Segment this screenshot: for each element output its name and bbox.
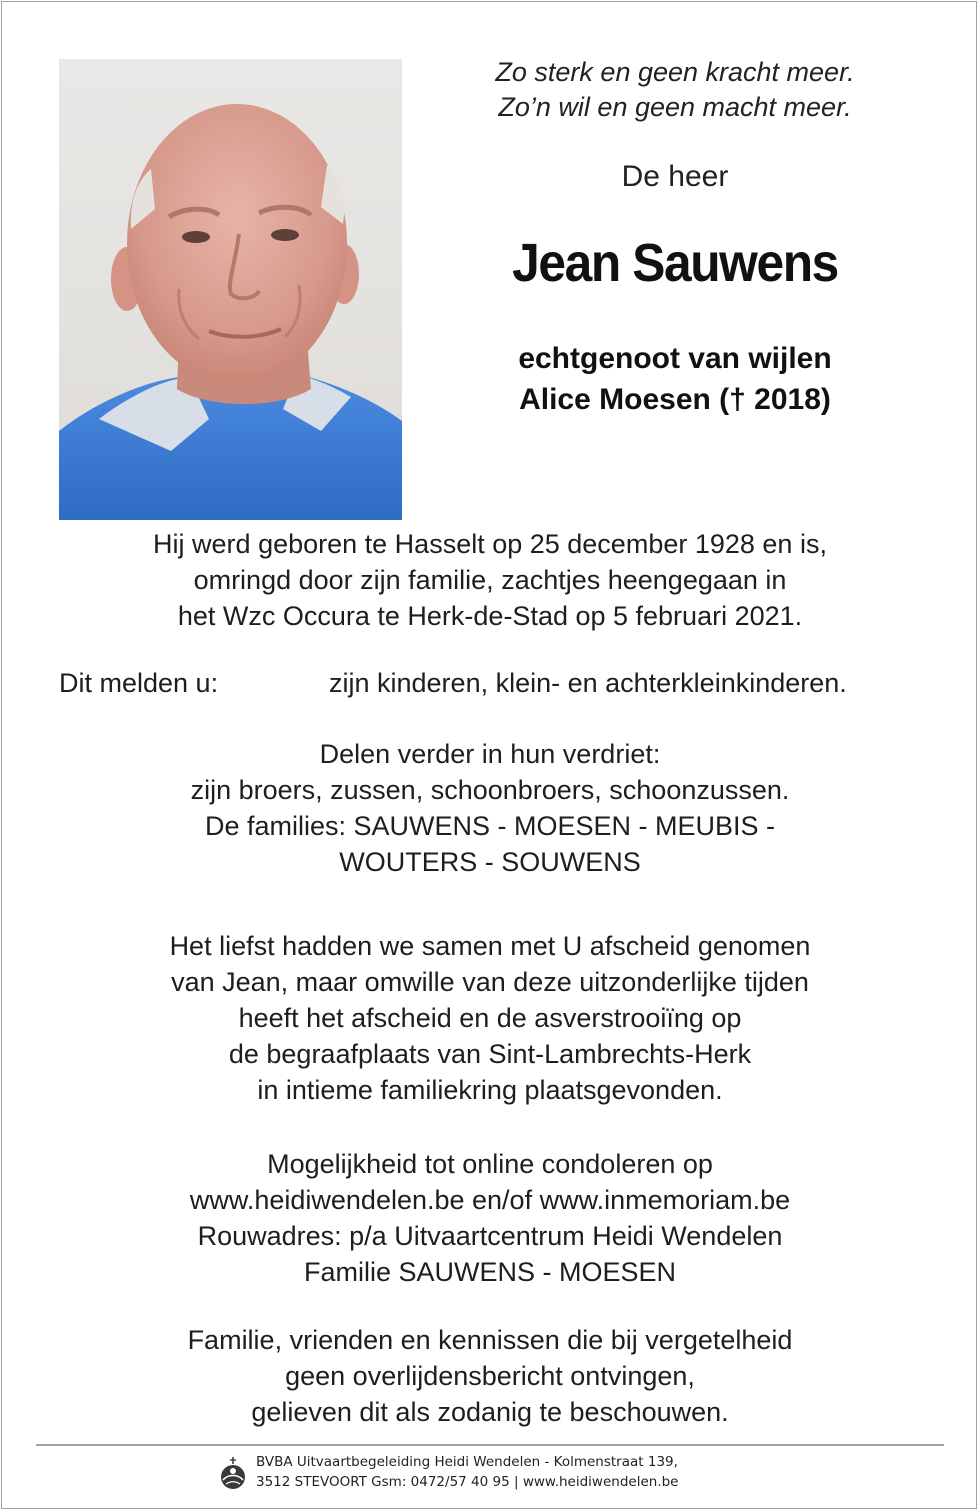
announcement-value: zijn kinderen, klein- en achterkleinkinderen. bbox=[329, 668, 847, 698]
text-line: Het liefst hadden we samen met U afscheid genomen bbox=[169, 931, 811, 961]
spouse-info bbox=[440, 338, 910, 420]
footer-text bbox=[256, 1452, 678, 1492]
text-line: WOUTERS - SOUWENS bbox=[339, 847, 641, 877]
title-prefix: De heer bbox=[621, 160, 729, 193]
portrait-illustration bbox=[59, 59, 402, 520]
text-line: het Wzc Occura te Herk-de-Stad op 5 februari 2021. bbox=[177, 601, 803, 631]
memorial-quote bbox=[440, 55, 910, 125]
text-line: Familie, vrienden en kennissen die bij vergetelheid bbox=[187, 1325, 793, 1355]
footer-divider bbox=[36, 1444, 944, 1446]
text-line: omringd door zijn familie, zachtjes heengegaan in bbox=[193, 565, 787, 595]
text-line: van Jean, maar omwille van deze uitzonderlijke tijden bbox=[171, 967, 809, 997]
text-line: de begraafplaats van Sint-Lambrechts-Herk bbox=[228, 1039, 752, 1069]
footer-line: BVBA Uitvaartbegeleiding Heidi Wendelen - Kolmenstraat 139, bbox=[256, 1454, 678, 1470]
notice-paragraph bbox=[0, 1322, 980, 1430]
spouse-line: Alice Moesen († 2018) bbox=[519, 383, 831, 416]
quote-line: Zo sterk en geen kracht meer. bbox=[495, 57, 855, 87]
text-line: Mogelijkheid tot online condoleren op bbox=[267, 1149, 713, 1179]
deceased-name: Jean Sauwens bbox=[512, 233, 838, 293]
birth-death-paragraph bbox=[0, 526, 980, 634]
text-line: zijn broers, zussen, schoonbroers, schoonzussen. bbox=[190, 775, 790, 805]
text-line: in intieme familiekring plaatsgevonden. bbox=[257, 1075, 723, 1105]
funeral-home-logo-icon bbox=[218, 1456, 248, 1490]
mourners-paragraph bbox=[0, 736, 980, 880]
text-line: Familie SAUWENS - MOESEN bbox=[303, 1257, 677, 1287]
text-line: Delen verder in hun verdriet: bbox=[319, 739, 661, 769]
portrait-photo bbox=[59, 59, 402, 520]
text-line: gelieven dit als zodanig te beschouwen. bbox=[251, 1397, 729, 1427]
funeral-home-footer bbox=[218, 1452, 778, 1496]
spouse-line: echtgenoot van wijlen bbox=[518, 342, 832, 375]
condolences-paragraph bbox=[0, 1146, 980, 1290]
quote-line: Zo’n wil en geen macht meer. bbox=[498, 92, 852, 122]
text-line: www.heidiwendelen.be en/of www.inmemoriam.be bbox=[189, 1185, 791, 1215]
text-line: geen overlijdensbericht ontvingen, bbox=[285, 1361, 695, 1391]
text-line: heeft het afscheid en de asverstrooiïng op bbox=[238, 1003, 742, 1033]
text-line: Rouwadres: p/a Uitvaartcentrum Heidi Wendelen bbox=[197, 1221, 783, 1251]
announcement-label: Dit melden u: bbox=[59, 668, 219, 698]
footer-line: 3512 STEVOORT Gsm: 0472/57 40 95 | www.heidiwendelen.be bbox=[256, 1474, 679, 1490]
text-line: De families: SAUWENS - MOESEN - MEUBIS - bbox=[204, 811, 776, 841]
text-line: Hij werd geboren te Hasselt op 25 december 1928 en is, bbox=[153, 529, 827, 559]
farewell-paragraph bbox=[0, 928, 980, 1108]
